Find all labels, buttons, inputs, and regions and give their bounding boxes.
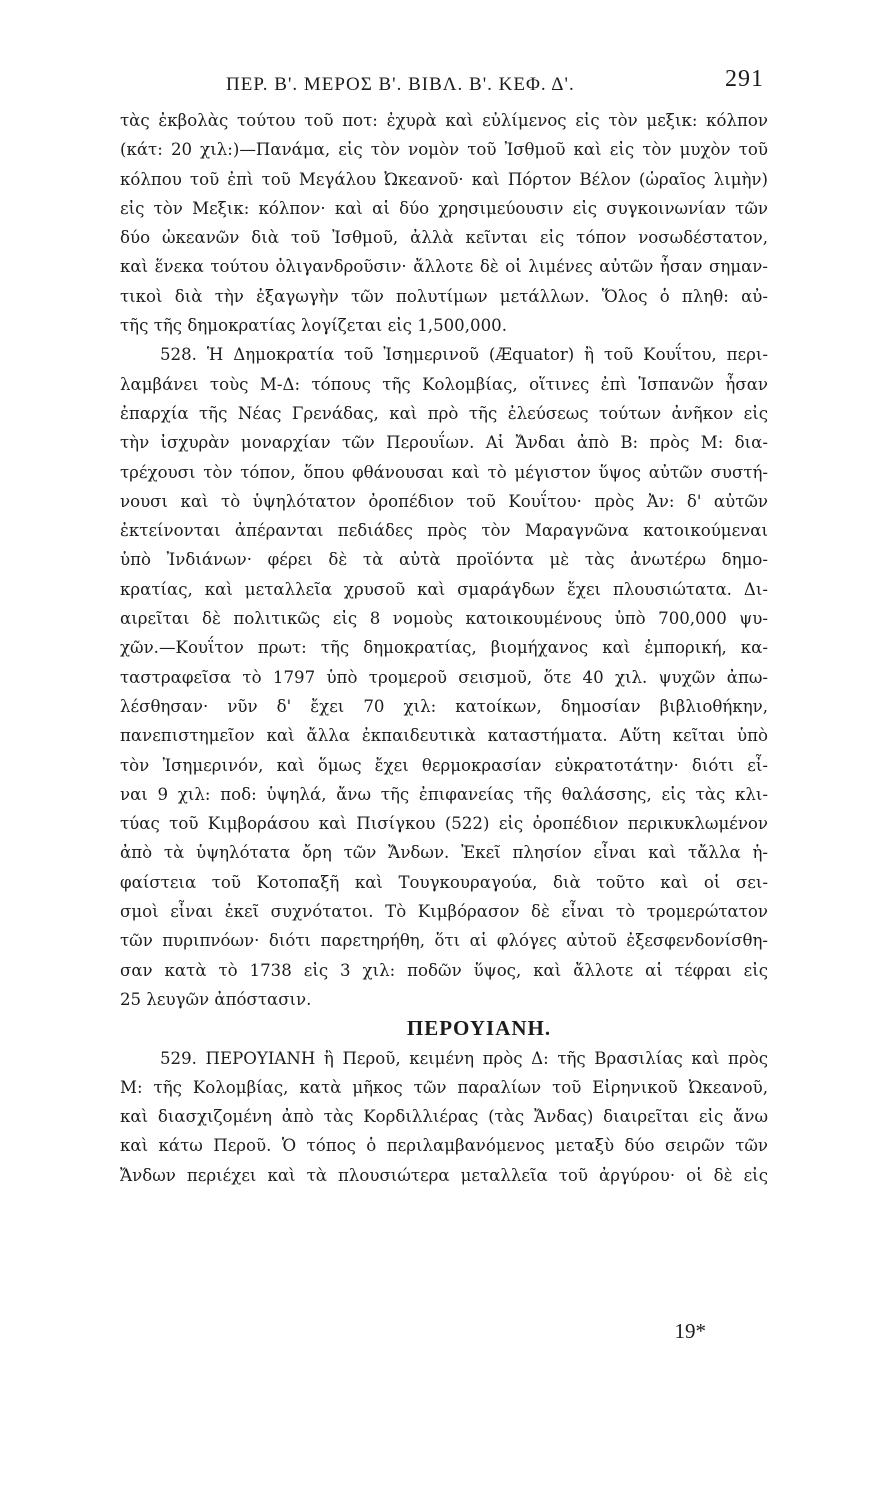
paragraph-528-start: 528. Ἡ Δημοκρατία τοῦ Ἰσημερινοῦ (Æquator) ἢ τοῦ Κουΐτου, περι- — [160, 345, 768, 365]
page-number: 291 — [725, 66, 764, 92]
text-line: κόλπου τοῦ ἐπὶ τοῦ Μεγάλου Ὠκεανοῦ· καὶ Πόρτον Βέλον (ὡραῖος λιμὴν) — [120, 169, 768, 189]
text-line: τὸν Ἰσημερινόν, καὶ ὅμως ἔχει θερμοκρασίαν εὐκρατοτάτην· διότι εἶ- — [120, 755, 768, 775]
text-line: τὰς ἐκβολὰς τούτου τοῦ ποτ: ἐχυρὰ καὶ εὐλίμενος εἰς τὸν μεξικ: κόλπον — [120, 111, 768, 130]
text-line: τῆς τῆς δημοκρατίας λογίζεται εἰς 1,500,000. — [120, 316, 507, 336]
text-line: λαμβάνει τοὺς Μ-Δ: τόπους τῆς Κολομβίας, οἵτινες ἐπὶ Ἱσπανῶν ἦσαν — [120, 374, 768, 394]
running-head — [226, 66, 766, 100]
text-line: τὴν ἰσχυρὰν μοναρχίαν τῶν Περουΐων. Αἱ Ἄνδαι ἀπὸ Β: πρὸς Μ: δια- — [120, 433, 768, 453]
text-line: καὶ ἕνεκα τούτου ὀλιγανδροῦσιν· ἄλλοτε δὲ οἱ λιμένες αὐτῶν ἦσαν σημαν- — [120, 257, 768, 277]
text-line: ταστραφεῖσα τὸ 1797 ὑπὸ τρομεροῦ σεισμοῦ, ὅτε 40 χιλ. ψυχῶν ἀπω- — [120, 667, 768, 687]
text-line: ναι 9 χιλ: ποδ: ὑψηλά, ἄνω τῆς ἐπιφανείας τῆς θαλάσσης, εἰς τὰς κλι- — [120, 784, 768, 804]
signature-mark: 19* — [674, 1319, 706, 1343]
text-line: νουσι καὶ τὸ ὑψηλότατον ὀροπέδιον τοῦ Κουΐτου· πρὸς Ἀν: δ' αὐτῶν — [120, 491, 768, 511]
text-line: πανεπιστημεῖον καὶ ἄλλα ἐκπαιδευτικὰ καταστήματα. Αὕτη κεῖται ὑπὸ — [120, 726, 768, 746]
running-title: ΠΕΡ. Β'. ΜΕΡΟΣ Β'. ΒΙΒΛ. Β'. ΚΕΦ. Δ'. — [226, 74, 575, 95]
text-line: σαν κατὰ τὸ 1738 εἰς 3 χιλ: ποδῶν ὕψος, καὶ ἄλλοτε αἱ τέφραι εἰς — [120, 960, 768, 980]
text-line: κρατίας, καὶ μεταλλεῖα χρυσοῦ καὶ σμαράγδων ἔχει πλουσιώτατα. Δι- — [120, 579, 768, 599]
text-line: ἐκτείνονται ἀπέρανται πεδιάδες πρὸς τὸν Μαραγνῶνα κατοικούμεναι — [120, 521, 768, 541]
text-line: εἰς τὸν Μεξικ: κόλπον· καὶ αἱ δύο χρησιμεύουσιν εἰς συγκοινωνίαν τῶν — [120, 198, 768, 218]
text-line: Ἄνδων περιέχει καὶ τὰ πλουσιώτερα μεταλλεῖα τοῦ ἀργύρου· οἱ δὲ εἰς — [120, 1165, 768, 1185]
text-line: φαίστεια τοῦ Κοτοπαξῆ καὶ Τουγκουραγούα, διὰ τοῦτο καὶ οἱ σει- — [120, 872, 768, 892]
text-line: τικοὶ διὰ τὴν ἐξαγωγὴν τῶν πολυτίμων μετάλλων. Ὅλος ὁ πληθ: αὐ- — [120, 286, 768, 306]
text-line: τύας τοῦ Κιμβοράσου καὶ Πισίγκου (522) εἰς ὀροπέδιον περικυκλωμένον — [120, 814, 768, 834]
text-line: ἐπαρχία τῆς Νέας Γρενάδας, καὶ πρὸ τῆς ἐλεύσεως τούτων ἀνῆκον εἰς — [120, 403, 768, 423]
text-line: λέσθησαν· νῦν δ' ἔχει 70 χιλ: κατοίκων, δημοσίαν βιβλιοθήκην, — [120, 696, 768, 716]
text-line: καὶ διασχιζομένη ἀπὸ τὰς Κορδιλλιέρας (τὰς Ἄνδας) διαιρεῖται εἰς ἄνω — [120, 1107, 768, 1127]
text-line: δύο ὠκεανῶν διὰ τοῦ Ἰσθμοῦ, ἀλλὰ κεῖνται εἰς τόπον νοσωδέστατον, — [120, 228, 768, 248]
text-line: 25 λευγῶν ἀπόστασιν. — [120, 989, 312, 1009]
paragraph-529-start: 529. ΠΕΡΟΥΙΑΝΗ ἢ Περοῦ, κειμένη πρὸς Δ: τῆς Βρασιλίας καὶ πρὸς — [160, 1048, 768, 1068]
text-line: Μ: τῆς Κολομβίας, κατὰ μῆκος τῶν παραλίων τοῦ Εἰρηνικοῦ Ὠκεανοῦ, — [120, 1077, 768, 1097]
text-line: ἀπὸ τὰ ὑψηλότατα ὄρη τῶν Ἄνδων. Ἐκεῖ πλησίον εἶναι καὶ τἄλλα ἡ- — [120, 843, 768, 863]
text-line: καὶ κάτω Περοῦ. Ὁ τόπος ὁ περιλαμβανόμενος μεταξὺ δύο σειρῶν τῶν — [120, 1136, 768, 1156]
text-line: τρέχουσι τὸν τόπον, ὅπου φθάνουσαι καὶ τὸ μέγιστον ὕψος αὐτῶν συστή- — [120, 462, 768, 482]
text-line: σμοὶ εἶναι ἐκεῖ συχνότατοι. Τὸ Κιμβόρασον δὲ εἶναι τὸ τρομερώτατον — [120, 902, 768, 922]
text-line: (κάτ: 20 χιλ:)—Πανάμα, εἰς τὸν νομὸν τοῦ Ἰσθμοῦ καὶ εἰς τὸν μυχὸν τοῦ — [120, 140, 768, 160]
text-line: αιρεῖται δὲ πολιτικῶς εἰς 8 νομοὺς κατοικουμένους ὑπὸ 700,000 ψυ- — [120, 609, 768, 629]
section-heading: ΠΕΡΟΥΙΑΝΗ. — [406, 1016, 552, 1041]
body-text — [120, 106, 768, 1190]
text-line: τῶν πυριπνόων· διότι παρετηρήθη, ὅτι αἱ φλόγες αὐτοῦ ἐξεσφενδονίσθη- — [120, 931, 768, 951]
text-line: ὑπὸ Ἰνδιάνων· φέρει δὲ τὰ αὐτὰ προϊόντα μὲ τὰς ἀνωτέρω δημο- — [120, 550, 768, 570]
text-line: χῶν.—Κουΐτον πρωτ: τῆς δημοκρατίας, βιομήχανος καὶ ἐμπορική, κα- — [120, 638, 768, 658]
